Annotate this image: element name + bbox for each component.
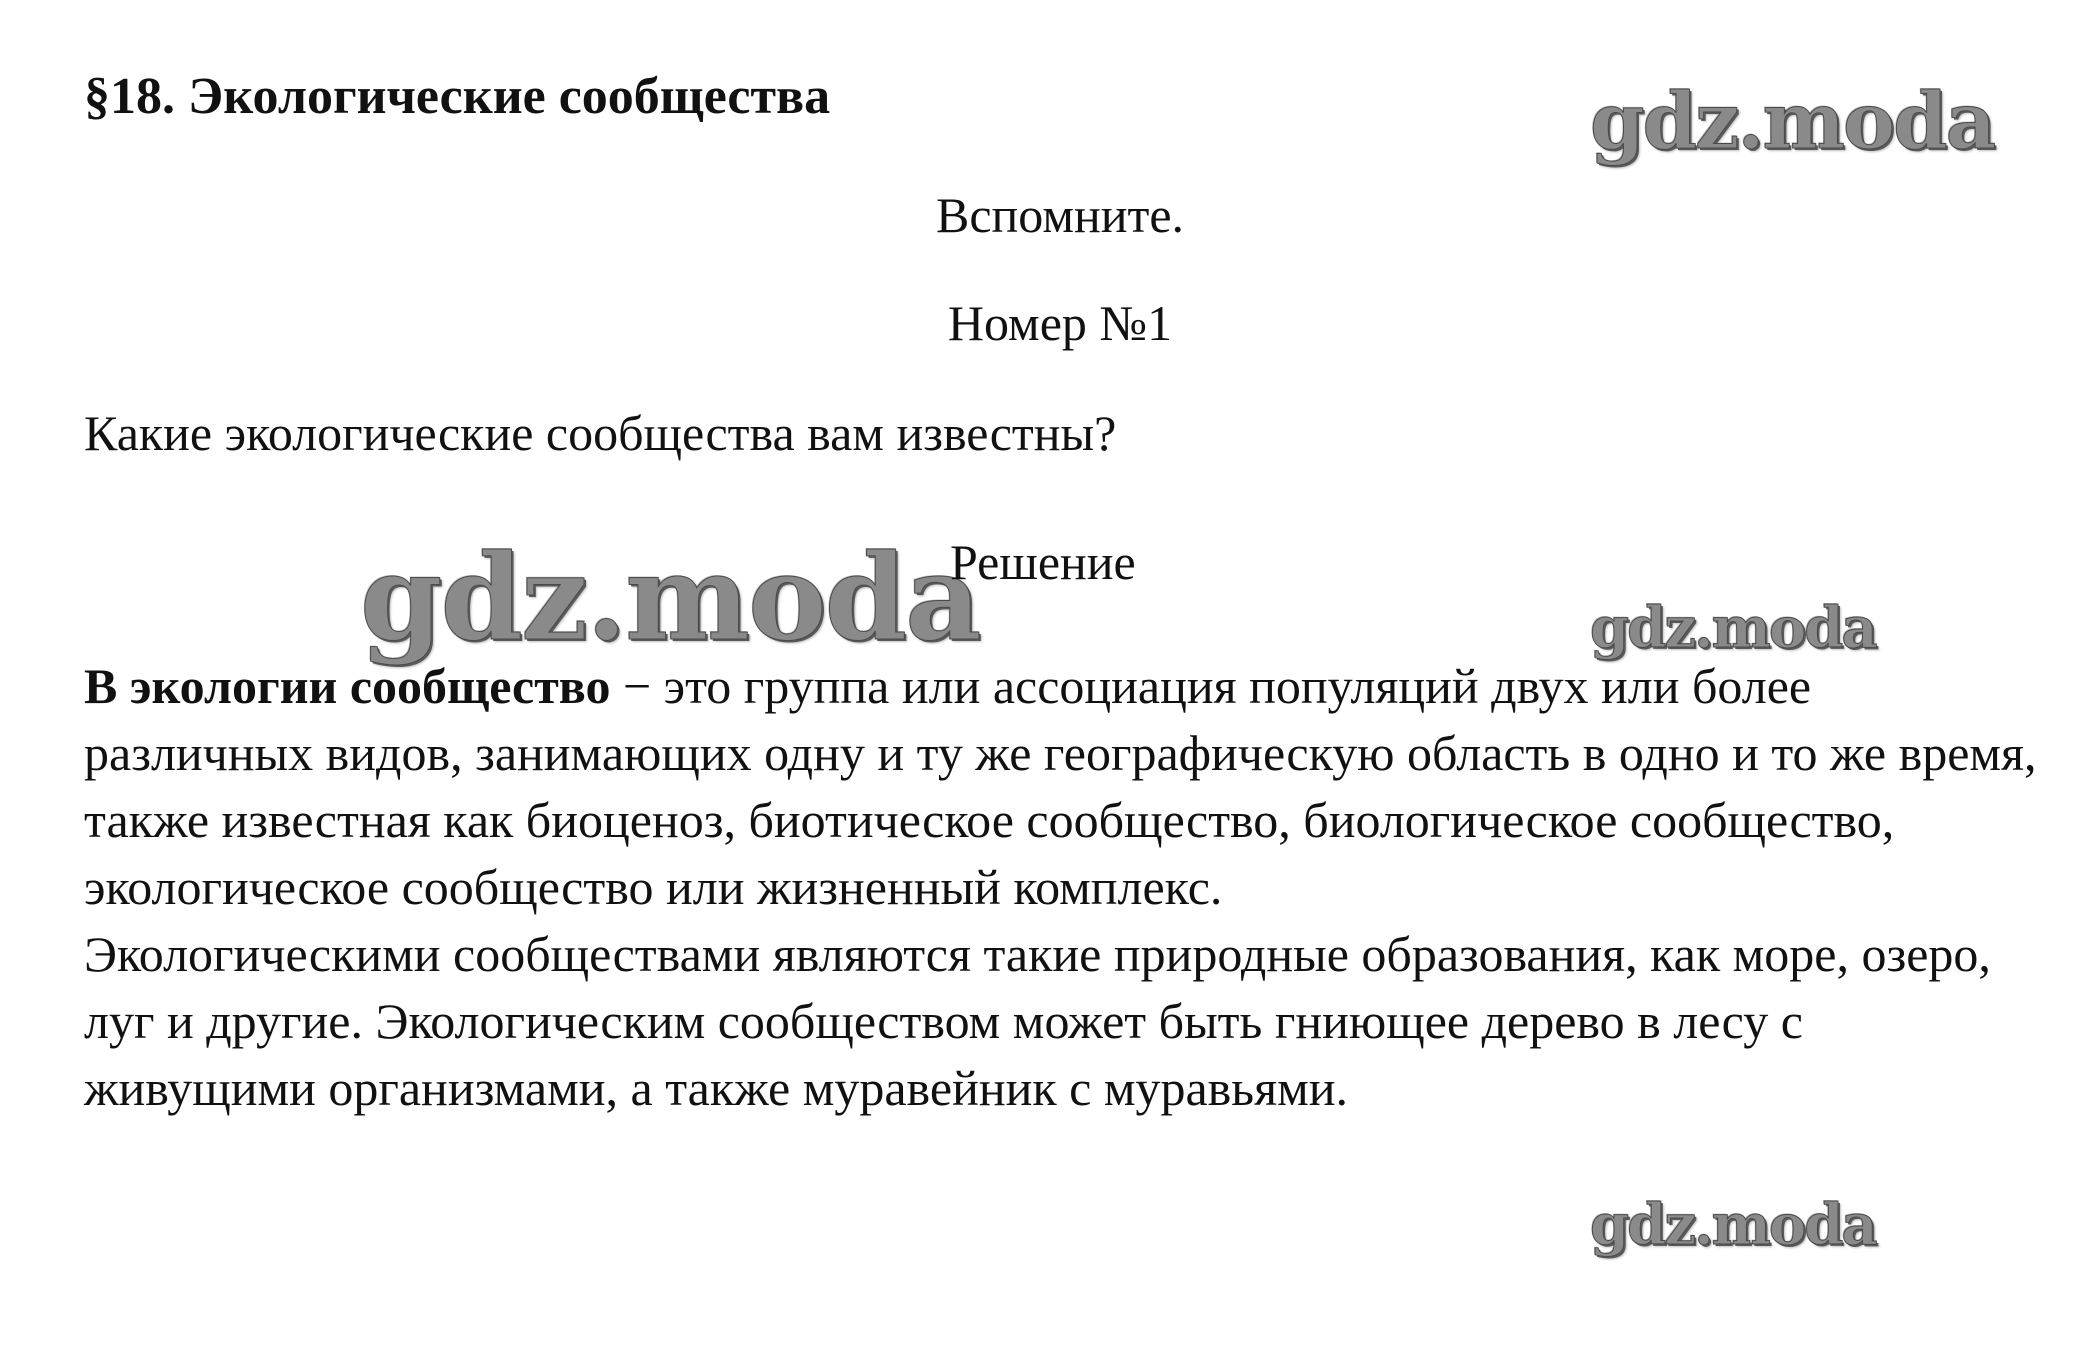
watermark-logo: gdz.moda [360, 528, 980, 667]
subheading: Вспомните. [935, 187, 1185, 243]
answer-block [84, 653, 2044, 1122]
question-text: Какие экологические сообщества вам известны? [84, 405, 1117, 461]
solution-label: Решение [950, 534, 1136, 590]
watermark-logo: gdz.moda [1590, 595, 1876, 661]
answer-examples: Экологическими сообществами являются такие природные образования, как море, озеро, луг и другие. Экологическим сообществом может быть гниющее дерево в лесу с живущими организмами, а также муравейник с муравьями. [84, 926, 1991, 1116]
answer-term: В экологии сообщество [84, 658, 611, 714]
task-number: Номер №1 [947, 295, 1173, 351]
answer-definition [84, 653, 2044, 921]
section-heading: §18. Экологические сообщества [84, 68, 831, 125]
watermark-logo: gdz.moda [1590, 76, 1995, 167]
watermark-logo: gdz.moda [1590, 1192, 1876, 1258]
answer-definition-text: − это группа или ассоциация популяций двух или более различных видов, занимающих одну и ту же географическую область в одно и то же время, также известная как биоценоз, биотическое сообщество, биологическое сообщество, экологическое сообщество или жизненный комплекс. [84, 658, 2037, 915]
